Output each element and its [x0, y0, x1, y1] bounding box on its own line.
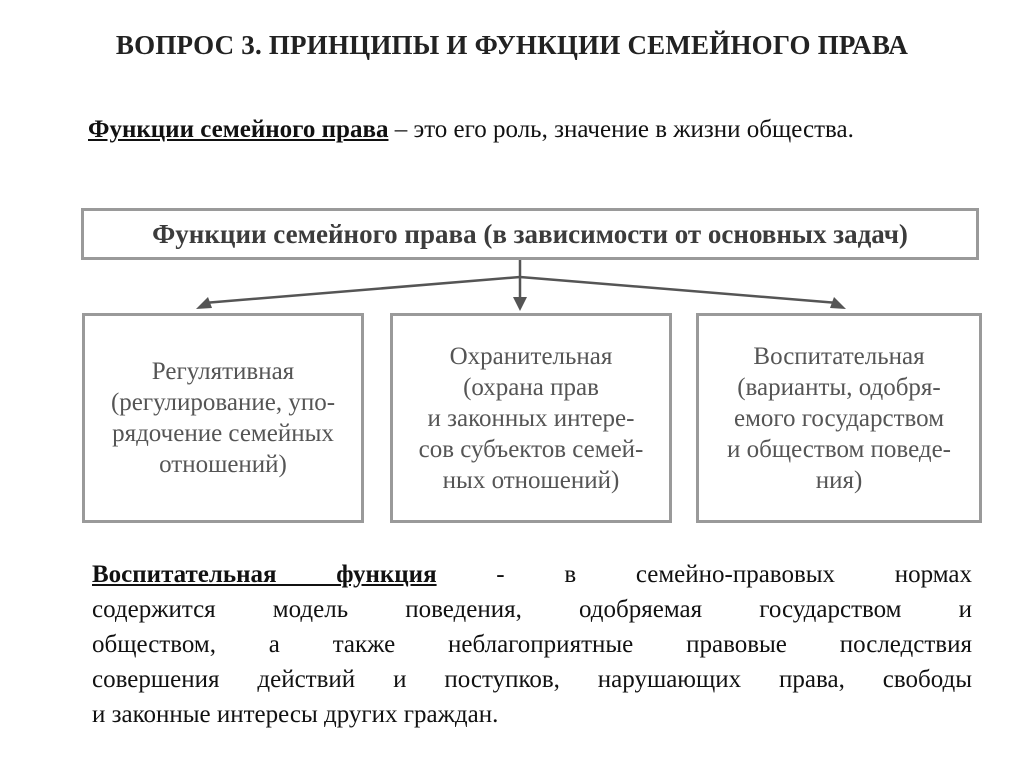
box-line: и законных интере- — [427, 404, 635, 432]
box-line: сов субъектов семей- — [418, 435, 644, 463]
box-line: отношений) — [159, 451, 287, 478]
arrow-head-center — [513, 297, 527, 311]
function-box-educational — [696, 313, 982, 523]
box-line: ных отношений) — [442, 466, 620, 494]
box-line: (варианты, одобря- — [737, 373, 941, 401]
diagram-header-text: Функции семейного права (в зависимости от основных задач) — [152, 218, 908, 249]
bottom-term: Воспитательная функция — [92, 561, 437, 588]
connector-right — [520, 277, 838, 303]
arrow-head-right — [830, 297, 846, 309]
box-line: (охрана прав — [463, 373, 599, 401]
bottom-first-text: - в семейно-правовых нормах — [436, 561, 972, 588]
function-box-regulative — [82, 313, 364, 523]
box-line: (регулирование, упо- — [110, 389, 336, 416]
paragraph-line: содержится модель поведения, одобряемая государством и — [92, 596, 972, 623]
paragraph-line: и законные интересы других граждан. — [92, 701, 499, 728]
intro-text: – это его роль, значение в жизни общества. — [388, 116, 854, 143]
box-line: Охранительная — [449, 342, 613, 370]
connector-left — [204, 277, 520, 303]
slide-title: ВОПРОС 3. ПРИНЦИПЫ И ФУНКЦИИ СЕМЕЙНОГО ПРАВА — [115, 30, 909, 60]
paragraph-line — [92, 557, 972, 592]
intro-term: Функции семейного права — [88, 116, 389, 143]
intro-paragraph — [88, 112, 972, 148]
box-line: Воспитательная — [753, 342, 925, 370]
arrow-head-left — [196, 297, 212, 309]
box-line: ния) — [815, 466, 863, 494]
paragraph-line: обществом, а также неблагоприятные правовые последствия — [92, 631, 972, 658]
educational-function-paragraph — [92, 557, 972, 732]
box-line: рядочение семейных — [112, 420, 334, 447]
box-line: и обществом поведе- — [726, 435, 951, 463]
paragraph-line: совершения действий и поступков, нарушающих права, свободы — [92, 666, 972, 693]
box-line: емого государством — [733, 404, 945, 432]
box-line: Регулятивная — [151, 358, 295, 385]
functions-diagram — [78, 205, 990, 525]
diagram-header-box — [81, 208, 979, 260]
function-box-protective — [390, 313, 672, 523]
